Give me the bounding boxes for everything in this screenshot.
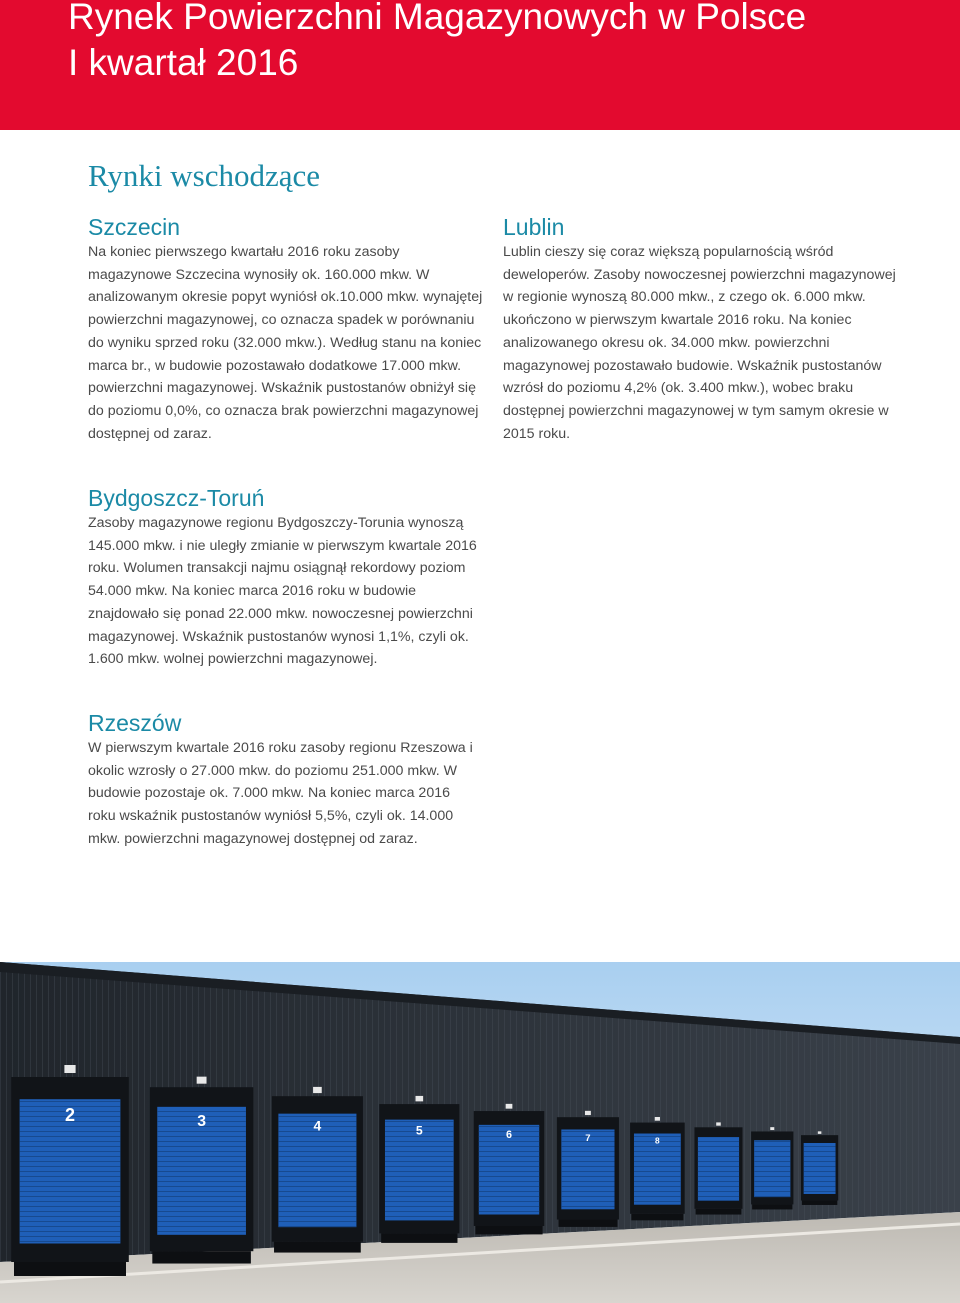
market-title: Bydgoszcz-Toruń — [88, 485, 265, 511]
dock-leveler — [558, 1220, 617, 1227]
dock-lamp — [770, 1127, 774, 1130]
market-title: Rzeszów — [88, 710, 182, 736]
dock-number: 8 — [655, 1135, 660, 1146]
dock-number: 5 — [415, 1123, 423, 1138]
dock-leveler — [475, 1226, 542, 1234]
header-banner — [0, 0, 960, 130]
market-lublin — [503, 213, 903, 445]
title-line-1: Rynek Powierzchni Magazynowych w Polsce — [68, 0, 807, 37]
market-text: Zasoby magazynowe regionu Bydgoszczy-Torunia wynoszą 145.000 mkw. i nie uległy zmianie w pierwszym kwartale 2016 roku. Wolumen transakcji najmu osiągnął rekordowy poziom 54.000 mkw. Na koniec marca 2016 roku w budowie znajdowało się ponad 22.000 mkw. nowoczesnej powierzchni magazynowej. Wskaźnik pustostanów wynosi 1,1%, czyli ok. 1.600 mkw. wolnej powierzchni magazynowej. — [88, 515, 477, 668]
dock-leveler — [696, 1209, 742, 1215]
market-title: Szczecin — [88, 214, 181, 240]
market-text: W pierwszym kwartale 2016 roku zasoby regionu Rzeszowa i okolic wzrosły o 27.000 mkw. do poziomu 251.000 mkw. W budowie pozostaje ok. 7.000 mkw. Na koniec marca 2016 roku wskaźnik pustostanów wyniósł 5,5%, czyli ok. 14.000 mkw. powierzchni magazynowej dostępnej od zaraz. — [88, 740, 473, 847]
dock-number: 4 — [313, 1117, 322, 1134]
market-szczecin — [88, 213, 483, 445]
dock-lamp — [416, 1096, 424, 1101]
dock-lamp — [197, 1077, 207, 1084]
market-title: Lublin — [503, 214, 565, 240]
dock-leveler — [631, 1214, 683, 1221]
dock-leveler — [14, 1262, 126, 1276]
dock-lamp — [506, 1104, 513, 1109]
dock-number: 6 — [506, 1129, 513, 1142]
dock-lamp — [818, 1131, 822, 1134]
dock-lamp — [313, 1087, 322, 1093]
market-text: Lublin cieszy się coraz większą popularnością wśród deweloperów. Zasoby nowoczesnej powierzchni magazynowej w regionie wynoszą 80.000 mkw., z czego ok. 6.000 mkw. ukończono w pierwszym kwartale 2016 roku. Na koniec analizowanego okresu ok. 34.000 mkw. powierzchni magazynowej pozostawało budowie. Wskaźnik pustostanów wzrósł do poziomu 4,2% (ok. 3.400 mkw.), wobec braku dostępnej powierzchni magazynowej w tym samym okresie w 2015 roku. — [503, 244, 896, 442]
dock-number: 3 — [197, 1113, 207, 1131]
title-line-2: I kwartał 2016 — [68, 42, 299, 83]
dock-number: 7 — [585, 1133, 591, 1145]
market-rzeszow — [88, 709, 478, 851]
market-bydgoszcz-torun — [88, 484, 478, 671]
dock-leveler — [152, 1251, 251, 1263]
market-text: Na koniec pierwszego kwartału 2016 roku zasoby magazynowe Szczecina wynosiły ok. 160.000 mkw. W analizowanym okresie popyt wyniósł ok.10.000 mkw. wynajętej powierzchni magazynowej, co oznacza spadek w porównaniu do wyniku sprzed roku (32.000 mkw.). Według stanu na koniec marca br., w budowie pozostawało dodatkowe 17.000 mkw. powierzchni magazynowej. Wskaźnik pustostanów obniżył się do poziomu 0,0%, co oznacza brak powierzchni magazynowej dostępnej od zaraz. — [88, 244, 483, 442]
warehouse-illustration — [0, 962, 960, 1303]
dock-leveler — [381, 1233, 457, 1243]
dock-leveler — [752, 1204, 792, 1209]
dock-number: 2 — [64, 1105, 76, 1126]
page-title — [68, 0, 806, 86]
dock-leveler — [274, 1242, 361, 1253]
dock-lamp — [716, 1122, 721, 1125]
dock-leveler — [802, 1201, 837, 1205]
warehouse-photo — [0, 962, 960, 1303]
dock-lamp — [64, 1065, 75, 1073]
dock-lamp — [655, 1117, 660, 1121]
section-heading: Rynki wschodzące — [88, 158, 321, 193]
dock-lamp — [585, 1111, 591, 1115]
